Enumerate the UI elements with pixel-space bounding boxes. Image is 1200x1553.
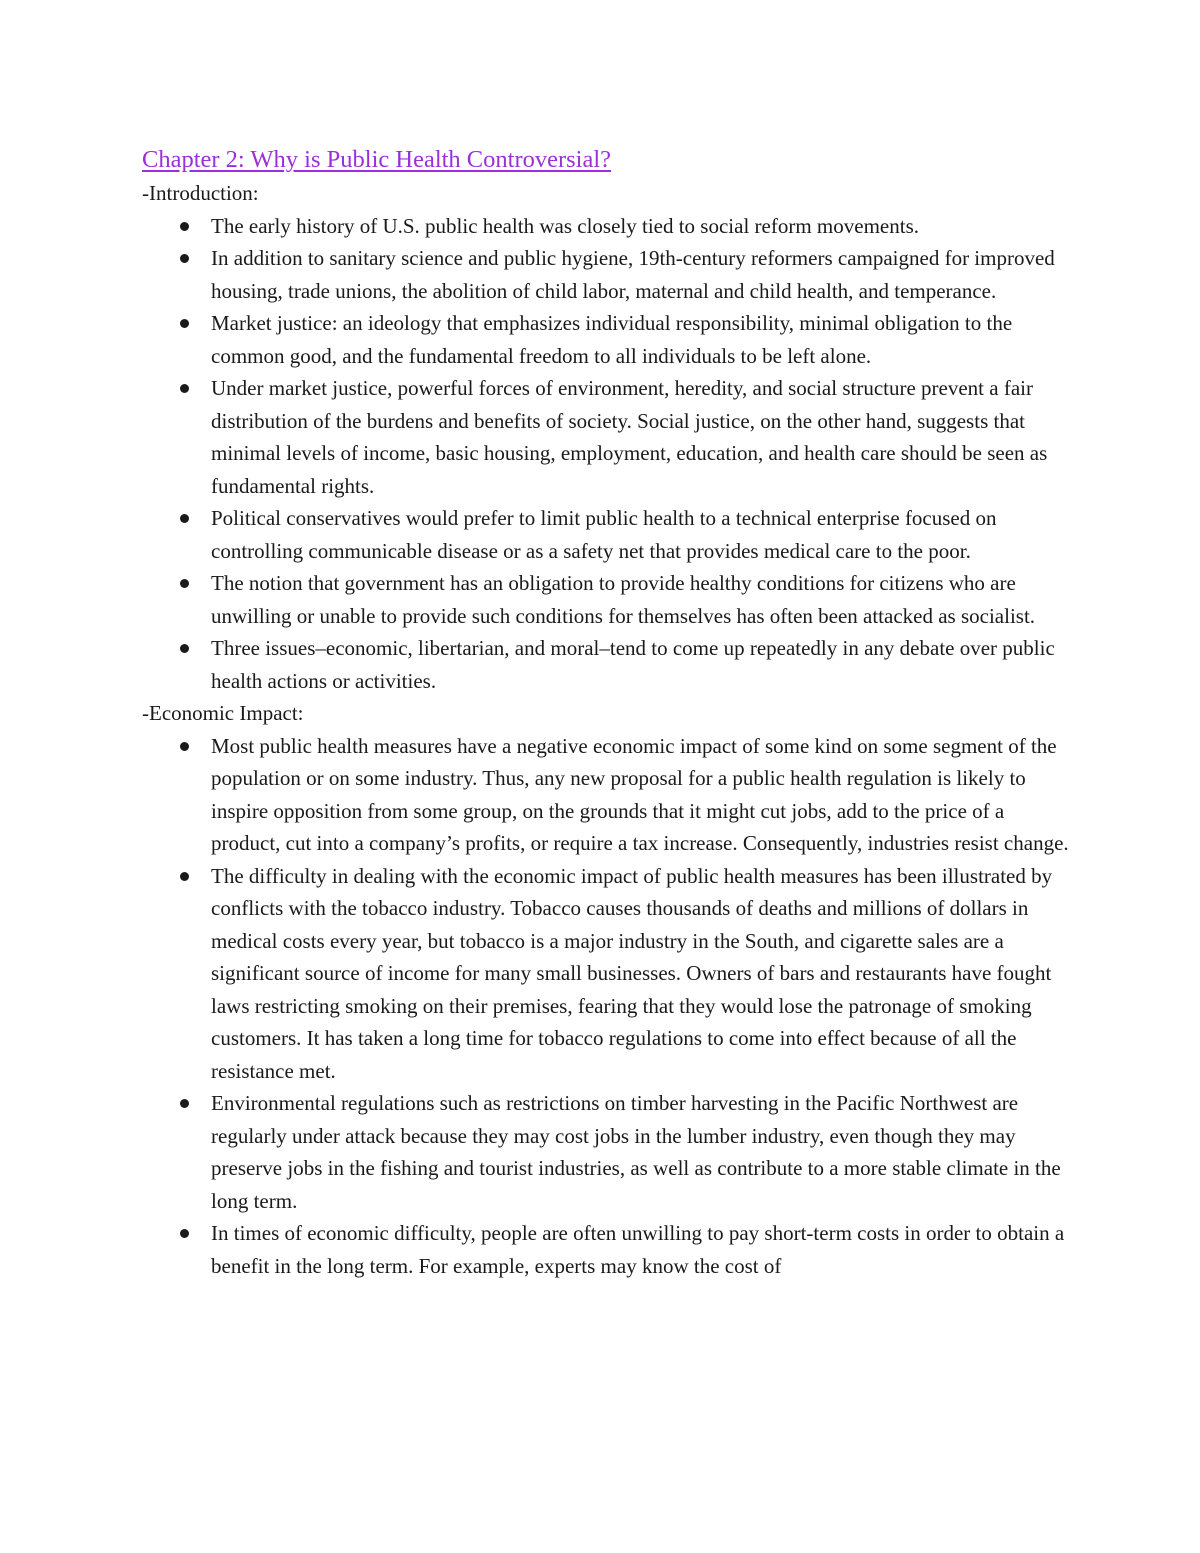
section-economic-impact [142,697,1072,1282]
list-item-text: Political conservatives would prefer to limit public health to a technical enterprise focused on controlling communicable disease or as a safety net that provides medical care to the poor. [211,506,997,563]
list-item [142,210,1072,243]
list-item [142,730,1072,860]
list-item [142,632,1072,697]
list-item-text: The notion that government has an obligation to provide healthy conditions for citizens who are unwilling or unable to provide such conditions for themselves has often been attacked as socialist. [211,571,1036,628]
list-item-text: Under market justice, powerful forces of environment, heredity, and social structure prevent a fair distribution of the burdens and benefits of society. Social justice, on the other hand, suggests that minimal levels of income, basic housing, employment, education, and health care should be seen as fundamental rights. [211,376,1048,498]
bullet-dot-icon [180,319,189,328]
bullet-dot-icon [180,872,189,881]
bullet-dot-icon [180,384,189,393]
list-item [142,307,1072,372]
list-item [142,860,1072,1088]
list-item [142,502,1072,567]
list-item [142,372,1072,502]
bullet-dot-icon [180,1099,189,1108]
list-item-text: In addition to sanitary science and public hygiene, 19th-century reformers campaigned for improved housing, trade unions, the abolition of child labor, maternal and child health, and temperance. [211,246,1055,303]
bullet-list [142,730,1072,1283]
list-item [142,567,1072,632]
list-item-text: Three issues–economic, libertarian, and moral–tend to come up repeatedly in any debate over public health actions or activities. [211,636,1055,693]
bullet-dot-icon [180,579,189,588]
bullet-list [142,210,1072,698]
list-item-text: Market justice: an ideology that emphasizes individual responsibility, minimal obligation to the common good, and the fundamental freedom to all individuals to be left alone. [211,311,1013,368]
bullet-dot-icon [180,644,189,653]
list-item-text: Most public health measures have a negative economic impact of some kind on some segment of the population or on some industry. Thus, any new proposal for a public health regulation is likely to inspire opposition from some group, on the grounds that it might cut jobs, add to the price of a product, cut into a company’s profits, or require a tax increase. Consequently, industries resist change. [211,733,1069,855]
list-item [142,242,1072,307]
bullet-dot-icon [180,514,189,523]
list-item-text: The early history of U.S. public health was closely tied to social reform movements. [211,213,919,238]
bullet-dot-icon [180,742,189,751]
list-item [142,1217,1072,1282]
section-heading: -Introduction: [142,181,259,205]
list-item-text: The difficulty in dealing with the economic impact of public health measures has been illustrated by conflicts with the tobacco industry. Tobacco causes thousands of deaths and millions of dollars in medical costs every year, but tobacco is a major industry in the South, and cigarette sales are a significant source of income for many small businesses. Owners of bars and restaurants have fought laws restricting smoking on their premises, fearing that they would lose the patronage of smoking customers. It has taken a long time for tobacco regulations to come into effect because of all the resistance met. [211,863,1053,1083]
section-introduction [142,177,1072,697]
bullet-dot-icon [180,254,189,263]
bullet-dot-icon [180,222,189,231]
document-content [142,143,1072,1282]
list-item-text: Environmental regulations such as restrictions on timber harvesting in the Pacific Northwest are regularly under attack because they may cost jobs in the lumber industry, even though they may preserve jobs in the fishing and tourist industries, as well as contribute to a more stable climate in the long term. [211,1091,1061,1213]
chapter-title: Chapter 2: Why is Public Health Controversial? [142,146,612,173]
list-item-text: In times of economic difficulty, people are often unwilling to pay short-term costs in order to obtain a benefit in the long term. For example, experts may know the cost of [211,1221,1065,1278]
bullet-dot-icon [180,1229,189,1238]
section-heading: -Economic Impact: [142,701,304,725]
list-item [142,1087,1072,1217]
